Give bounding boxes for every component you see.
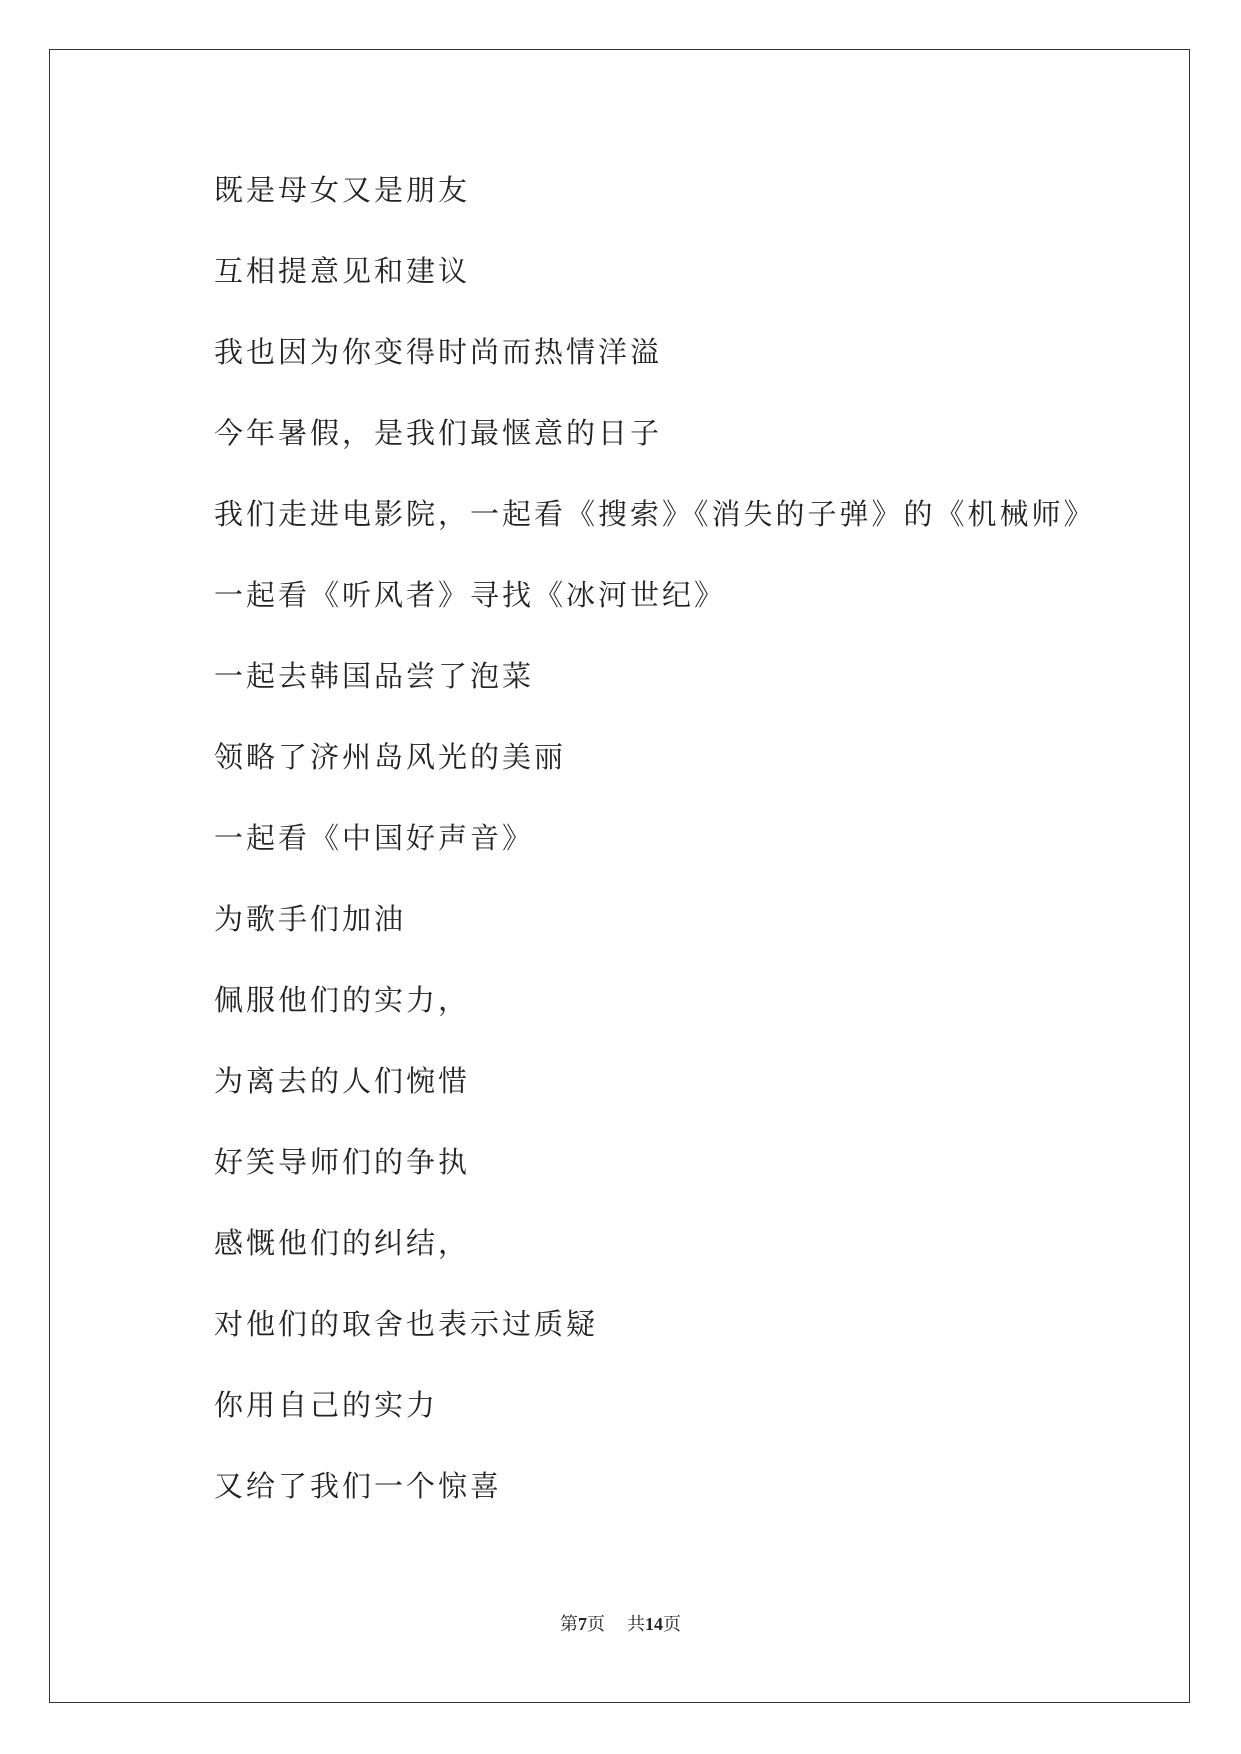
poem-line-1: 既是母女又是朋友 — [214, 173, 471, 207]
poem-line-2: 互相提意见和建议 — [214, 254, 471, 288]
poem-line-7: 一起去韩国品尝了泡菜 — [214, 659, 535, 693]
poem-line-6: 一起看《听风者》寻找《冰河世纪》 — [214, 578, 727, 612]
poem-line-13: 好笑导师们的争执 — [214, 1145, 471, 1179]
poem-line-16: 你用自己的实力 — [214, 1388, 439, 1422]
page-prefix: 第 — [560, 1614, 578, 1634]
poem-line-8: 领略了济州岛风光的美丽 — [214, 740, 567, 774]
poem-line-10: 为歌手们加油 — [214, 902, 407, 936]
page-suffix: 页 — [587, 1614, 605, 1634]
poem-line-15: 对他们的取舍也表示过质疑 — [214, 1307, 599, 1341]
poem-line-12: 为离去的人们惋惜 — [214, 1064, 471, 1098]
total-pages: 14 — [645, 1614, 663, 1634]
poem-line-17: 又给了我们一个惊喜 — [214, 1469, 503, 1503]
poem-line-11: 佩服他们的实力， — [214, 983, 471, 1017]
total-suffix: 页 — [663, 1614, 681, 1634]
page-border — [49, 49, 1190, 1703]
total-prefix: 共 — [627, 1614, 645, 1634]
poem-line-4: 今年暑假，是我们最惬意的日子 — [214, 416, 663, 450]
page-footer — [0, 1610, 1241, 1636]
poem-line-5: 我们走进电影院，一起看《搜索》《消失的子弹》的《机械师》 — [214, 497, 1096, 531]
poem-line-9: 一起看《中国好声音》 — [214, 821, 535, 855]
page-number: 7 — [578, 1614, 587, 1634]
poem-line-3: 我也因为你变得时尚而热情洋溢 — [214, 335, 663, 369]
poem-line-14: 感慨他们的纠结， — [214, 1226, 471, 1260]
